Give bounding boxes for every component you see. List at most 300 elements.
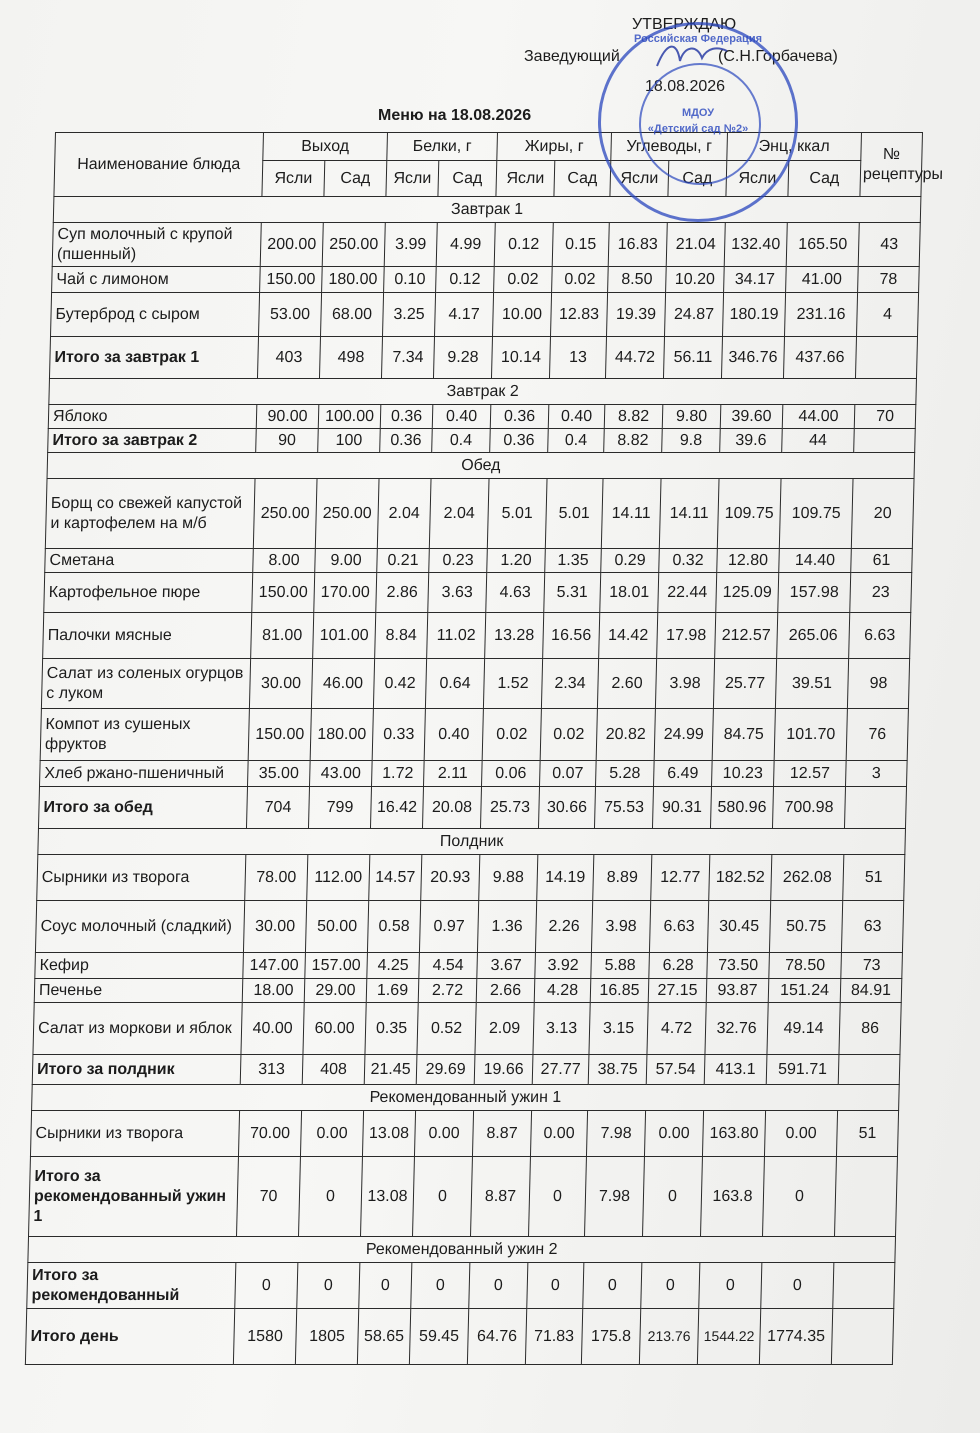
section-row [38, 829, 906, 855]
value-cell: 90.31 [652, 787, 711, 829]
value-cell: 6.63 [649, 901, 708, 953]
recipe-number: 84.91 [840, 979, 902, 1003]
value-cell: 6.28 [649, 953, 708, 979]
stamp-outer-text: Российская Федерация [634, 33, 762, 45]
value-cell: 8.87 [471, 1157, 531, 1237]
recipe-number: 73 [841, 953, 903, 979]
value-cell: 68.00 [321, 293, 384, 337]
value-cell: 1.69 [366, 979, 419, 1003]
value-cell: 27.15 [648, 979, 707, 1003]
recipe-number: 43 [858, 223, 920, 267]
value-cell: 0.23 [429, 549, 488, 573]
dish-row [40, 709, 908, 761]
section-row [47, 453, 915, 479]
header-nursery: Ясли [726, 161, 789, 197]
value-cell: 182.52 [709, 855, 772, 901]
section-row [32, 1085, 900, 1111]
dish-name: Итого за рекомендованный [27, 1263, 236, 1309]
value-cell: 14.19 [537, 855, 594, 901]
total-row [38, 787, 906, 829]
value-cell: 53.00 [259, 293, 322, 337]
section-title: Рекомендованный ужин 1 [32, 1085, 900, 1111]
value-cell: 2.04 [429, 479, 489, 549]
dish-row [35, 953, 903, 979]
value-cell: 2.60 [597, 659, 656, 709]
menu-title: Меню на 18.08.2026 [378, 107, 532, 124]
value-cell: 8.84 [375, 613, 428, 659]
value-cell: 5.31 [544, 573, 601, 613]
value-cell: 0 [413, 1157, 473, 1237]
dish-name: Компот из сушеных фруктов [40, 709, 249, 761]
dish-name: Борщ со свежей капустой и картофелем на м/б [45, 479, 255, 549]
value-cell: 11.02 [427, 613, 486, 659]
value-cell: 16.85 [590, 979, 649, 1003]
value-cell: 0 [641, 1263, 700, 1309]
value-cell: 8.87 [472, 1111, 531, 1157]
recipe-number: 3 [846, 761, 908, 787]
value-cell: 25.73 [480, 787, 539, 829]
header-recipe: № рецептуры [860, 133, 923, 197]
value-cell: 10.14 [491, 337, 550, 379]
value-cell: 16.42 [370, 787, 423, 829]
total-row [25, 1309, 893, 1365]
value-cell: 0.35 [365, 1003, 418, 1055]
dish-name: Салат из моркови и яблок [33, 1003, 242, 1055]
stamp-center-mid: «Детский сад №2» [647, 123, 749, 135]
value-cell: 132.40 [724, 223, 787, 267]
value-cell: 32.76 [705, 1003, 768, 1055]
value-cell: 0 [469, 1263, 528, 1309]
value-cell: 157.00 [305, 953, 368, 979]
value-cell: 0.4 [432, 429, 491, 453]
value-cell: 2.09 [475, 1003, 534, 1055]
value-cell: 0.06 [482, 761, 541, 787]
value-cell: 4.99 [436, 223, 495, 267]
value-cell: 71.83 [525, 1309, 582, 1365]
dish-name: Итого за полдник [32, 1055, 241, 1085]
value-cell: 16.56 [543, 613, 600, 659]
value-cell: 3.13 [533, 1003, 590, 1055]
value-cell: 250.00 [253, 479, 317, 549]
value-cell: 580.96 [710, 787, 773, 829]
value-cell: 498 [319, 337, 382, 379]
value-cell: 180.00 [310, 709, 373, 761]
value-cell: 175.8 [581, 1309, 640, 1365]
value-cell: 0.00 [764, 1111, 837, 1157]
value-cell: 1.52 [483, 659, 542, 709]
value-cell: 46.00 [311, 659, 374, 709]
value-cell: 4.72 [647, 1003, 706, 1055]
value-cell: 7.98 [586, 1111, 645, 1157]
value-cell: 39.6 [720, 429, 783, 453]
value-cell: 704 [246, 787, 309, 829]
value-cell: 14.42 [599, 613, 658, 659]
value-cell: 8.89 [593, 855, 652, 901]
value-cell: 109.75 [779, 479, 853, 549]
value-cell: 8.50 [608, 267, 667, 293]
value-cell: 57.54 [646, 1055, 705, 1085]
value-cell: 799 [308, 787, 371, 829]
value-cell: 78.00 [245, 855, 308, 901]
value-cell: 25.77 [713, 659, 776, 709]
total-row [48, 429, 916, 453]
value-cell: 9.28 [433, 337, 492, 379]
recipe-number: 4 [857, 293, 919, 337]
value-cell: 0.40 [548, 405, 605, 429]
header-nursery: Ясли [496, 161, 555, 197]
dish-name: Бутерброд с сыром [51, 293, 260, 337]
value-cell: 100.00 [318, 405, 381, 429]
header-garden: Сад [324, 161, 387, 197]
value-cell: 6.49 [654, 761, 713, 787]
value-cell: 30.00 [249, 659, 312, 709]
value-cell: 13.08 [361, 1157, 415, 1237]
dish-name: Хлеб ржано-пшеничный [40, 761, 249, 787]
header-nursery: Ясли [386, 161, 439, 197]
value-cell: 0.10 [384, 267, 437, 293]
dish-name: Итого за рекомендованный ужин 1 [29, 1157, 239, 1237]
value-cell: 64.76 [467, 1309, 526, 1365]
value-cell: 4.54 [419, 953, 478, 979]
recipe-number: 6.63 [849, 613, 911, 659]
recipe-number: 51 [836, 1111, 898, 1157]
dish-name: Сметана [45, 549, 254, 573]
header-energy: Энц, ккал [727, 133, 862, 161]
dish-name: Суп молочный с крупой (пшенный) [52, 223, 261, 267]
value-cell: 5.28 [596, 761, 655, 787]
value-cell: 84.75 [712, 709, 775, 761]
section-title: Завтрак 1 [53, 197, 921, 223]
value-cell: 151.24 [768, 979, 841, 1003]
value-cell: 14.11 [601, 479, 661, 549]
value-cell: 212.57 [715, 613, 778, 659]
dish-name: Сырники из творога [30, 1111, 239, 1157]
header-dish: Наименование блюда [54, 133, 264, 197]
value-cell: 403 [257, 337, 320, 379]
value-cell: 29.69 [416, 1055, 475, 1085]
value-cell: 59.45 [409, 1309, 468, 1365]
value-cell: 21.04 [666, 223, 725, 267]
value-cell: 1774.35 [759, 1309, 832, 1365]
dish-name: Соус молочный (сладкий) [35, 901, 244, 953]
value-cell: 437.66 [783, 337, 856, 379]
header-garden: Сад [668, 161, 727, 197]
recipe-number: 98 [847, 659, 909, 709]
value-cell: 0 [529, 1157, 587, 1237]
value-cell: 265.06 [777, 613, 850, 659]
value-cell: 8.82 [604, 429, 663, 453]
recipe-number: 70 [854, 405, 916, 429]
value-cell: 157.98 [778, 573, 851, 613]
value-cell: 3.67 [477, 953, 536, 979]
value-cell: 0 [761, 1263, 834, 1309]
value-cell: 0.15 [552, 223, 609, 267]
value-cell: 29.00 [304, 979, 367, 1003]
header-output: Выход [263, 133, 388, 161]
value-cell: 0 [527, 1263, 584, 1309]
recipe-number [854, 429, 916, 453]
value-cell: 150.00 [248, 709, 311, 761]
value-cell: 112.00 [307, 855, 370, 901]
value-cell: 413.1 [704, 1055, 767, 1085]
value-cell: 44 [782, 429, 855, 453]
total-row [29, 1157, 898, 1237]
value-cell: 56.11 [663, 337, 722, 379]
value-cell: 0 [643, 1157, 703, 1237]
recipe-number: 23 [850, 573, 912, 613]
dish-row [52, 223, 920, 267]
value-cell: 3.63 [428, 573, 487, 613]
dish-row [44, 573, 912, 613]
recipe-number: 86 [839, 1003, 901, 1055]
value-cell: 0.21 [377, 549, 430, 573]
recipe-number: 76 [846, 709, 908, 761]
value-cell: 27.77 [532, 1055, 589, 1085]
value-cell: 0.02 [552, 267, 609, 293]
value-cell: 8.00 [253, 549, 316, 573]
value-cell: 150.00 [260, 267, 323, 293]
value-cell: 1.35 [545, 549, 602, 573]
value-cell: 19.66 [474, 1055, 533, 1085]
section-title: Завтрак 2 [49, 379, 917, 405]
value-cell: 200.00 [260, 223, 323, 267]
value-cell: 70 [237, 1157, 301, 1237]
value-cell: 21.45 [364, 1055, 417, 1085]
value-cell: 250.00 [322, 223, 385, 267]
approval-date: 18.08.2026 [645, 78, 726, 95]
value-cell: 44.72 [605, 337, 664, 379]
value-cell: 9.8 [662, 429, 721, 453]
value-cell: 213.76 [639, 1309, 698, 1365]
value-cell: 0.36 [490, 429, 549, 453]
value-cell: 16.83 [608, 223, 667, 267]
recipe-number [838, 1055, 900, 1085]
header-garden: Сад [438, 161, 497, 197]
dish-name: Итого за завтрак 1 [49, 337, 258, 379]
value-cell: 2.66 [476, 979, 535, 1003]
value-cell: 39.60 [720, 405, 783, 429]
value-cell: 0.00 [530, 1111, 587, 1157]
value-cell: 0.64 [425, 659, 484, 709]
value-cell: 0.36 [490, 405, 549, 429]
dish-row [43, 613, 911, 659]
value-cell: 0.32 [659, 549, 718, 573]
recipe-number [844, 787, 906, 829]
value-cell: 0.07 [540, 761, 597, 787]
dish-row [35, 901, 903, 953]
dish-row [34, 979, 902, 1003]
value-cell: 0.33 [372, 709, 425, 761]
value-cell: 73.50 [707, 953, 770, 979]
dish-row [52, 267, 920, 293]
value-cell: 10.00 [493, 293, 552, 337]
value-cell: 24.99 [654, 709, 713, 761]
value-cell: 4.63 [486, 573, 545, 613]
dish-name: Картофельное пюре [44, 573, 253, 613]
recipe-number: 63 [841, 901, 903, 953]
value-cell: 9.00 [315, 549, 378, 573]
dish-name: Итого за завтрак 2 [48, 429, 257, 453]
header-nursery: Ясли [262, 161, 325, 197]
header-carbs: Углеводы, г [611, 133, 728, 161]
value-cell: 9.80 [662, 405, 721, 429]
value-cell: 0.58 [367, 901, 420, 953]
value-cell: 12.77 [651, 855, 710, 901]
value-cell: 93.87 [706, 979, 769, 1003]
value-cell: 3.92 [535, 953, 592, 979]
value-cell: 39.51 [775, 659, 848, 709]
section-title: Обед [47, 453, 915, 479]
value-cell: 163.80 [702, 1111, 765, 1157]
value-cell: 3.98 [655, 659, 714, 709]
value-cell: 125.09 [716, 573, 779, 613]
value-cell: 0.52 [417, 1003, 476, 1055]
value-cell: 0 [699, 1263, 762, 1309]
section-title: Рекомендованный ужин 2 [28, 1237, 896, 1263]
value-cell: 2.26 [535, 901, 592, 953]
value-cell: 10.23 [712, 761, 775, 787]
value-cell: 0.12 [494, 223, 553, 267]
value-cell: 346.76 [721, 337, 784, 379]
value-cell: 101.00 [313, 613, 376, 659]
dish-row [41, 659, 909, 709]
value-cell: 12.83 [551, 293, 608, 337]
table-body [25, 197, 921, 1365]
recipe-number [835, 1157, 898, 1237]
value-cell: 60.00 [303, 1003, 366, 1055]
value-cell: 30.45 [707, 901, 770, 953]
value-cell: 81.00 [251, 613, 314, 659]
dish-name: Итого за обед [38, 787, 247, 829]
value-cell: 0 [235, 1263, 298, 1309]
value-cell: 1.20 [487, 549, 546, 573]
value-cell: 163.8 [701, 1157, 765, 1237]
value-cell: 100 [318, 429, 381, 453]
value-cell: 408 [302, 1055, 365, 1085]
value-cell: 75.53 [594, 787, 653, 829]
value-cell: 13.08 [362, 1111, 415, 1157]
value-cell: 50.75 [769, 901, 842, 953]
value-cell: 0 [297, 1263, 360, 1309]
dish-row [45, 549, 913, 573]
value-cell: 50.00 [305, 901, 368, 953]
value-cell: 591.71 [766, 1055, 839, 1085]
value-cell: 700.98 [772, 787, 845, 829]
value-cell: 1.72 [372, 761, 425, 787]
value-cell: 3.15 [589, 1003, 648, 1055]
value-cell: 0.02 [494, 267, 553, 293]
value-cell: 0.36 [380, 405, 433, 429]
approval-name: (С.Н.Горбачева) [718, 48, 838, 65]
value-cell: 0.4 [548, 429, 605, 453]
value-cell: 4.17 [435, 293, 494, 337]
dish-name: Чай с лимоном [52, 267, 261, 293]
value-cell: 4.28 [534, 979, 591, 1003]
value-cell: 109.75 [717, 479, 781, 549]
value-cell: 14.11 [659, 479, 719, 549]
value-cell: 250.00 [315, 479, 379, 549]
value-cell: 150.00 [252, 573, 315, 613]
approval-position: Заведующий [524, 48, 620, 65]
dish-row [48, 405, 916, 429]
value-cell: 43.00 [310, 761, 373, 787]
table-head [54, 133, 944, 197]
section-title: Полдник [38, 829, 906, 855]
value-cell: 147.00 [243, 953, 306, 979]
recipe-number: 20 [851, 479, 914, 549]
value-cell: 58.65 [357, 1309, 410, 1365]
header-garden: Сад [788, 161, 861, 197]
dish-name: Кефир [35, 953, 244, 979]
value-cell: 35.00 [248, 761, 311, 787]
total-row [32, 1055, 900, 1085]
value-cell: 2.04 [377, 479, 431, 549]
value-cell: 20.93 [421, 855, 480, 901]
value-cell: 13.28 [485, 613, 544, 659]
total-row [49, 337, 917, 379]
value-cell: 0.12 [436, 267, 495, 293]
menu-table [25, 132, 944, 1365]
value-cell: 313 [240, 1055, 303, 1085]
value-cell: 18.00 [242, 979, 305, 1003]
value-cell: 0.40 [432, 405, 491, 429]
value-cell: 2.86 [376, 573, 429, 613]
value-cell: 170.00 [314, 573, 377, 613]
value-cell: 49.14 [767, 1003, 840, 1055]
value-cell: 70.00 [238, 1111, 301, 1157]
value-cell: 41.00 [786, 267, 859, 293]
value-cell: 1580 [233, 1309, 296, 1365]
value-cell: 2.72 [418, 979, 477, 1003]
value-cell: 231.16 [785, 293, 858, 337]
dish-name: Печенье [34, 979, 243, 1003]
value-cell: 7.34 [381, 337, 434, 379]
value-cell: 2.11 [424, 761, 483, 787]
value-cell: 18.01 [600, 573, 659, 613]
value-cell: 3.25 [383, 293, 436, 337]
section-row [28, 1237, 896, 1263]
value-cell: 22.44 [658, 573, 717, 613]
dish-name: Итого день [25, 1309, 234, 1365]
value-cell: 34.17 [724, 267, 787, 293]
value-cell: 2.34 [541, 659, 598, 709]
dish-name: Салат из соленых огурцов с луком [41, 659, 250, 709]
value-cell: 7.98 [585, 1157, 645, 1237]
approval-title: УТВЕРЖДАЮ [632, 16, 737, 33]
value-cell: 262.08 [771, 855, 844, 901]
dish-row [30, 1111, 898, 1157]
dish-name: Сырники из творога [37, 855, 246, 901]
value-cell: 30.66 [538, 787, 595, 829]
value-cell: 4.25 [367, 953, 420, 979]
value-cell: 3.99 [384, 223, 437, 267]
value-cell: 90.00 [256, 405, 319, 429]
total-row [27, 1263, 895, 1309]
value-cell: 5.88 [591, 953, 650, 979]
value-cell: 17.98 [657, 613, 716, 659]
value-cell: 44.00 [782, 405, 855, 429]
header-nursery: Ясли [610, 161, 669, 197]
stamp-center-top: МДОУ [681, 107, 715, 119]
value-cell: 0 [359, 1263, 412, 1309]
value-cell: 0 [299, 1157, 363, 1237]
value-cell: 165.50 [786, 223, 859, 267]
value-cell: 5.01 [545, 479, 603, 549]
value-cell: 0.00 [414, 1111, 473, 1157]
header-protein: Белки, г [387, 133, 498, 161]
value-cell: 14.57 [369, 855, 422, 901]
value-cell: 101.70 [774, 709, 847, 761]
